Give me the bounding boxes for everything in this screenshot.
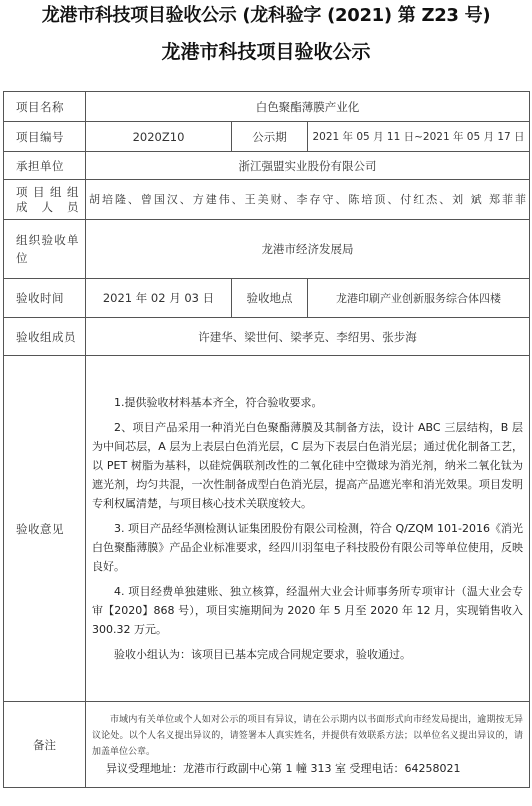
undertaker-value: 浙江强盟实业股份有限公司 bbox=[86, 152, 530, 180]
project-name-value: 白色聚酯薄膜产业化 bbox=[86, 92, 530, 122]
remark-label: 备注 bbox=[4, 702, 86, 788]
organizer-label: 组织验收单 位 bbox=[4, 220, 86, 279]
opinion-paragraph-2: 2、项目产品采用一种消光白色聚酯薄膜及其制备方法，设计 ABC 三层结构，B 层为中间芯层，A 层为上表层白色消光层，C 层为下表层白色消光层；通过优化制备工艺，以 PET 树脂为基料，以硅烷偶联剂改性的二氧化硅中空微球为消光剂，纳米二氧化钛为遮光剂，均匀共混，一次性制备成型白色消光层，提高产品遮光率和消光效果。项目发明专利权属清楚，与项目核心技术关联度较大。 bbox=[92, 421, 524, 510]
notice-period-label: 公示期 bbox=[232, 122, 308, 152]
remark-contact: 异议受理地址：龙港市行政副中心第 1 幢 313 室 受理电话：64258021 bbox=[106, 762, 461, 775]
acceptance-place-label: 验收地点 bbox=[232, 279, 308, 318]
project-no-value: 2020Z10 bbox=[86, 122, 232, 152]
opinion-paragraph-3: 3. 项目产品经华测检测认证集团股份有限公司检测，符合 Q/ZQM 101-2016《消光白色聚酯薄膜》产品企业标准要求，经四川羽玺电子科技股份有限公司等单位使用，反映良好。 bbox=[92, 522, 524, 573]
acceptance-time-value: 2021 年 02 月 03 日 bbox=[86, 279, 232, 318]
opinion-body bbox=[86, 356, 530, 702]
project-no-label: 项目编号 bbox=[4, 122, 86, 152]
notice-title: 龙港市科技项目验收公示 bbox=[161, 41, 371, 63]
remark-body bbox=[86, 702, 530, 788]
notice-table bbox=[3, 91, 530, 788]
acceptance-place-value: 龙港印刷产业创新服务综合体四楼 bbox=[308, 279, 530, 318]
opinion-paragraph-4: 4. 项目经费单独建账、独立核算，经温州大业会计师事务所专项审计（温大业会专审【2020】868 号），项目实施期间为 2020 年 5 月至 2020 年 12 月，实现销售收入 300.32 万元。 bbox=[92, 585, 524, 636]
undertaker-label: 承担单位 bbox=[4, 152, 86, 180]
acceptance-time-label: 验收时间 bbox=[4, 279, 86, 318]
notice-heading: 龙港市科技项目验收公示 (龙科验字 (2021) 第 Z23 号) bbox=[41, 5, 491, 26]
remark-text: 市域内有关单位或个人如对公示的项目有异议，请在公示期内以书面形式向市经发局提出，逾期按无异议论处。以个人名义提出异议的，请签署本人真实姓名，并提供有效联系方法；以单位名义提出异议的，请加盖单位公章。 bbox=[92, 715, 524, 757]
members-value: 胡培隆、曾国汉、方建伟、王美财、李存守、陈培顶、付红杰、刘 斌 郑菲菲 bbox=[86, 180, 530, 220]
opinion-paragraph-1: 1.提供验收材料基本齐全，符合验收要求。 bbox=[114, 396, 323, 409]
members-label: 项 目 组 组成人员 bbox=[4, 180, 86, 220]
notice-period-value: 2021 年 05 月 11 日~2021 年 05 月 17 日 bbox=[308, 122, 530, 152]
organizer-value: 龙港市经济发展局 bbox=[86, 220, 530, 279]
opinion-conclusion: 验收小组认为：该项目已基本完成合同规定要求，验收通过。 bbox=[114, 648, 411, 661]
acceptance-members-value: 许建华、梁世何、梁孝克、李绍男、张步海 bbox=[86, 318, 530, 356]
project-name-label: 项目名称 bbox=[4, 92, 86, 122]
opinion-label: 验收意见 bbox=[4, 356, 86, 702]
acceptance-members-label: 验收组成员 bbox=[4, 318, 86, 356]
